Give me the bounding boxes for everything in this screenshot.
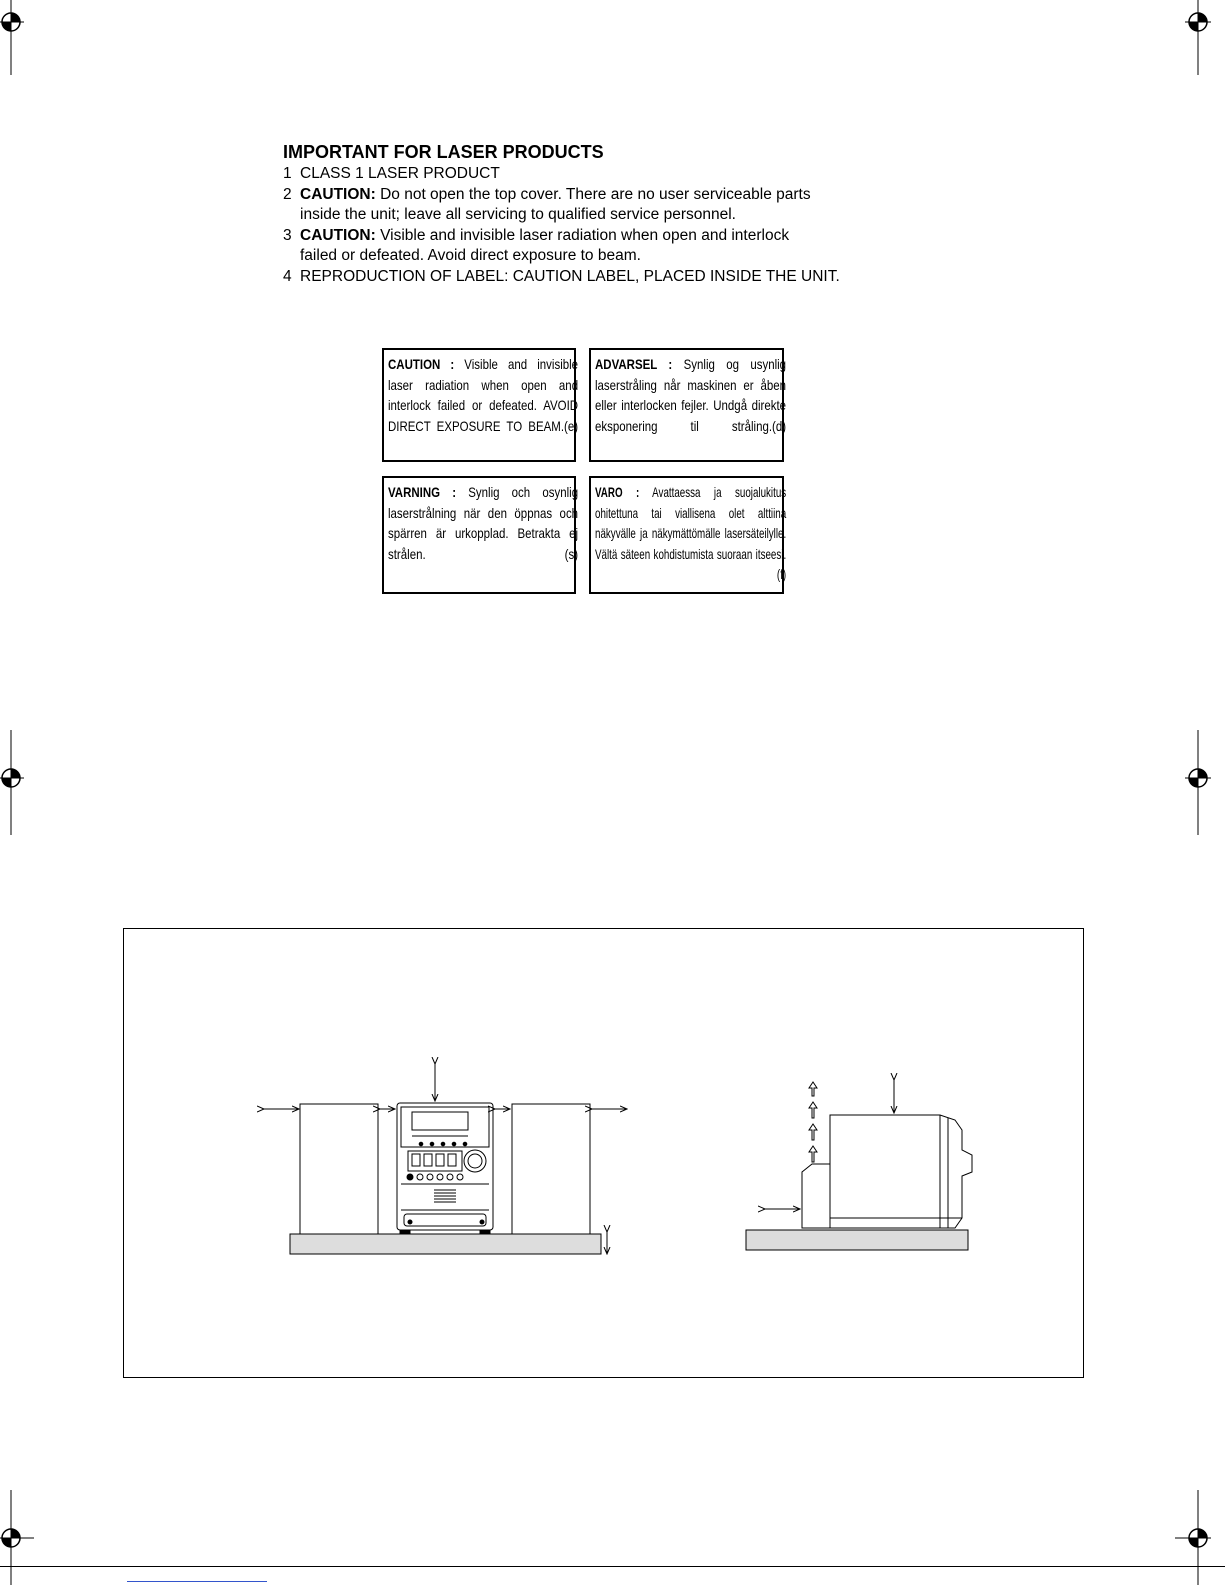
list-item: 1 CLASS 1 LASER PRODUCT [283, 165, 500, 182]
footer-rule [0, 1566, 1225, 1567]
list-item: 3 CAUTION: Visible and invisible laser radiation when open and interlock failed or defeated. Avoid direct exposure to beam. [283, 226, 790, 264]
caution-label-finnish: VARO : Avattaessa ja suojalukitus ohitettuna tai viallisena olet alttiina näkyvälle ja näkymättömälle lasersäteilylle. Vältä säteen kohdistumista suoraan itseesi. (f) [589, 476, 784, 594]
side-view-diagram [746, 1080, 972, 1250]
list-item: 2 CAUTION: Do not open the top cover. There are no user serviceable parts inside the unit; leave all servicing to qualified service personnel. [283, 185, 811, 223]
main-unit [397, 1103, 493, 1234]
list-item: 4 REPRODUCTION OF LABEL: CAUTION LABEL, PLACED INSIDE THE UNIT. [283, 267, 840, 285]
footer-link-underline [127, 1581, 267, 1582]
left-speaker [300, 1104, 378, 1234]
front-view-diagram [264, 1064, 627, 1254]
caution-label-danish: ADVARSEL : Synlig og usynlig laserstråling når maskinen er åben eller interlocken fejler. Undgå direkte eksponering til stråling. (d) [589, 348, 784, 462]
right-speaker [512, 1104, 590, 1234]
caution-label-english: CAUTION : Visible and invisible laser radiation when open and interlock failed or defeated. AVOID DIRECT EXPOSURE TO BEAM. (e) [382, 348, 576, 462]
laser-heading: IMPORTANT FOR LASER PRODUCTS [283, 142, 604, 162]
caution-label-swedish: VARNING : Synlig och osynlig laserstrålning när den öppnas och spärren är urkopplad. Betrakta ej strålen. (s) [382, 476, 576, 594]
